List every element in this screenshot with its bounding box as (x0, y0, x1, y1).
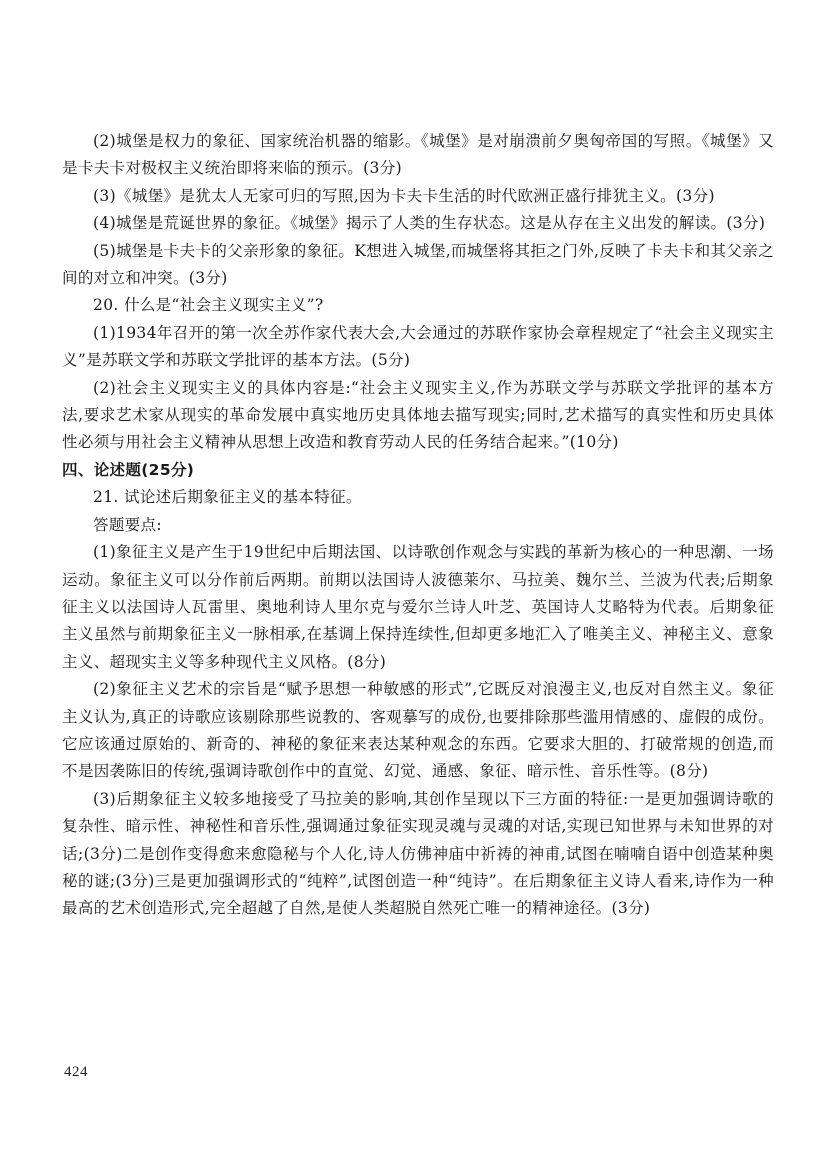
paragraph-castle-power: (2)城堡是权力的象征、国家统治机器的缩影。《城堡》是对崩溃前夕奥匈帝国的写照。《城堡》又是卡夫卡对极权主义统治即将来临的预示。(3分) (62, 132, 774, 178)
paragraph-symbolism-purpose: (2)象征主义艺术的宗旨是“赋予思想一种敏感的形式”,它既反对浪漫主义,也反对自然主义。象征主义认为,真正的诗歌应该剔除那些说教的、客观摹写的成份,也要排除那些滥用情感的、虚假的成份。它应该通过原始的、新奇的、神秘的象征来表达某种观念的东西。它要求大胆的、打破常规的创造,而不是因袭陈旧的传统,强调诗歌创作中的直觉、幻觉、通感、象征、暗示性、音乐性等。(8分) (62, 680, 774, 781)
paragraph-castle-absurd: (4)城堡是荒诞世界的象征。《城堡》揭示了人类的生存状态。这是从存在主义出发的解读。(3分) (93, 214, 766, 233)
answer-text-body (62, 128, 774, 923)
answer-key-points-label: 答题要点: (93, 515, 162, 534)
paragraph-symbolism-overview: (1)象征主义是产生于19世纪中后期法国、以诗歌创作观念与实践的革新为核心的一种思潮、一场运动。象征主义可以分作前后两期。前期以法国诗人波德莱尔、马拉美、魏尔兰、兰波为代表;后期象征主义以法国诗人瓦雷里、奥地利诗人里尔克与爱尔兰诗人叶芝、英国诗人艾略特为代表。后期象征主义虽然与前期象征主义一脉相承,在基调上保持连续性,但却更多地汇入了唯美主义、神秘主义、意象主义、超现实主义等多种现代主义风格。(8分) (62, 543, 774, 671)
page-number: 424 (64, 1064, 88, 1080)
paragraph-socialist-realism-content: (2)社会主义现实主义的具体内容是:“社会主义现实主义,作为苏联文学与苏联文学批评的基本方法,要求艺术家从现实的革命发展中真实地历史具体地去描写现实;同时,艺术描写的真实性和历史具体性必须与用社会主义精神从思想上改造和教育劳动人民的任务结合起来。”(10分) (62, 378, 774, 452)
section-heading-essay: 四、论述题(25分) (62, 460, 195, 479)
question-21: 21. 试论述后期象征主义的基本特征。 (93, 488, 362, 507)
paragraph-castle-father: (5)城堡是卡夫卡的父亲形象的象征。K想进入城堡,而城堡将其拒之门外,反映了卡夫卡和其父亲之间的对立和冲突。(3分) (62, 241, 774, 288)
paragraph-castle-jewish: (3)《城堡》是犹太人无家可归的写照,因为卡夫卡生活的时代欧洲正盛行排犹主义。(3分) (93, 186, 715, 205)
paragraph-socialist-realism-origin: (1)1934年召开的第一次全苏作家代表大会,大会通过的苏联作家协会章程规定了“社会主义现实主义”是苏联文学和苏联文学批评的基本方法。(5分) (62, 323, 774, 370)
question-20: 20. 什么是“社会主义现实主义”? (93, 296, 324, 315)
paragraph-late-symbolism-features: (3)后期象征主义较多地接受了马拉美的影响,其创作呈现以下三方面的特征:一是更加强调诗歌的复杂性、暗示性、神秘性和音乐性,强调通过象征实现灵魂与灵魂的对话,实现已知世界与未知世界的对话;(3分)二是创作变得愈来愈隐秘与个人化,诗人仿佛神庙中祈祷的神甫,试图在喃喃自语中创造某种奥秘的谜;(3分)三是更加强调形式的“纯粹”,试图创造一种“纯诗”。在后期象征主义诗人看来,诗作为一种最高的艺术创造形式,完全超越了自然,是使人类超脱自然死亡唯一的精神途径。(3分) (62, 789, 774, 918)
